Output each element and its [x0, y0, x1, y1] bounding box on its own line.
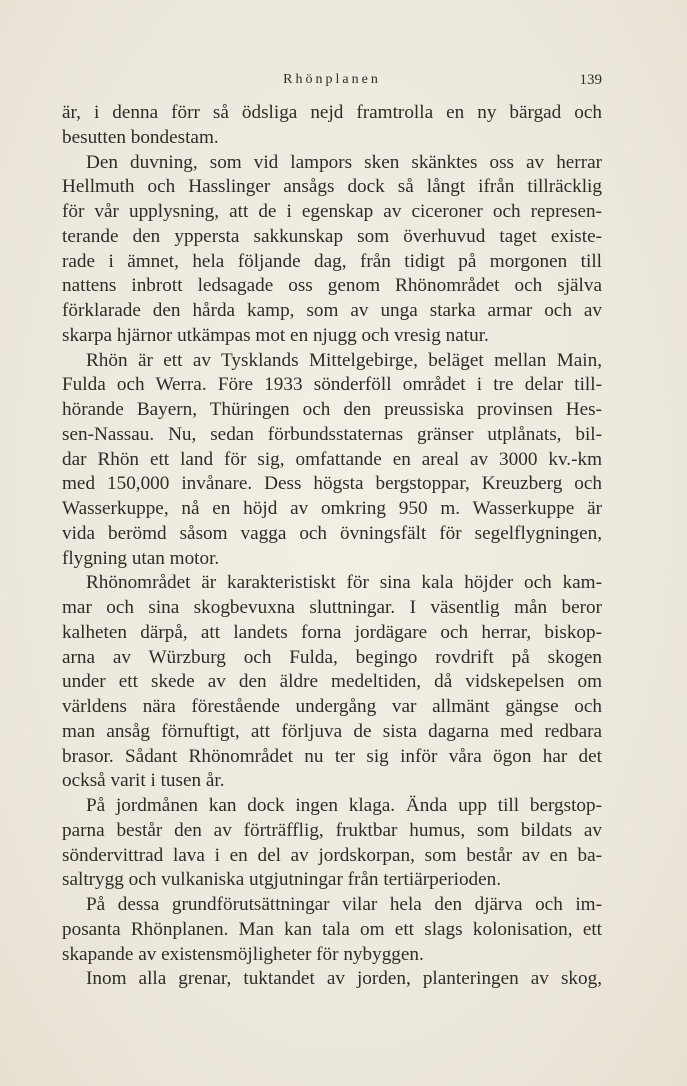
- body-text: [62, 101, 602, 992]
- text-line: med 150,000 invånare. Dess högsta bergstoppar, Kreuzberg och: [62, 473, 602, 495]
- text-line: dar Rhön ett land för sig, omfattande en areal av 3000 kv.-km: [62, 448, 602, 470]
- text-line: hörande Bayern, Thüringen och den preussiska provinsen Hes-: [62, 399, 602, 420]
- text-line: brasor. Sådant Rhönområdet nu ter sig inför våra ögon har det: [62, 745, 602, 767]
- text-line: Fulda och Werra. Före 1933 sönderföll området i tre delar till-: [62, 374, 602, 396]
- text-line: terande den yppersta sakkunskap som överhuvud taget existe-: [62, 225, 602, 247]
- text-line: arna av Würzburg och Fulda, begingo rovdrift på skogen: [62, 646, 602, 668]
- text-line: skarpa hjärnor utkämpas mot en njugg och vresig natur.: [62, 324, 489, 346]
- text-line: Wasserkuppe, nå en höjd av omkring 950 m. Wasserkuppe är: [62, 498, 602, 519]
- text-line: Rhön är ett av Tysklands Mittelgebirge, beläget mellan Main,: [86, 349, 602, 371]
- text-line: vida berömd såsom vagga och övningsfält för segelflygningen,: [62, 522, 602, 544]
- text-line: under ett skede av den äldre medeltiden, då vidskepelsen om: [62, 671, 602, 693]
- text-line: Inom alla grenar, tuktandet av jorden, planteringen av skog,: [86, 968, 602, 990]
- text-line: för vår upplysning, att de i egenskap av ciceroner och represen-: [62, 201, 602, 222]
- text-line: mar och sina skogbevuxna sluttningar. I väsentlig mån beror: [62, 597, 602, 618]
- text-line: kalheten därpå, att landets forna jordägare och herrar, biskop-: [62, 621, 602, 643]
- text-line: Rhönområdet är karakteristiskt för sina kala höjder och kam-: [86, 572, 602, 594]
- page-header: [62, 70, 602, 92]
- text-line: På jordmånen kan dock ingen klaga. Ända upp till bergstop-: [86, 795, 602, 816]
- page-number: 139: [579, 72, 602, 88]
- text-line: På dessa grundförutsättningar vilar hela den djärva och im-: [86, 894, 602, 915]
- text-line: Hellmuth och Hasslinger ansågs dock så långt ifrån tillräcklig: [62, 176, 602, 198]
- text-line: också varit i tusen år.: [62, 770, 225, 792]
- text-line: förklarade den hårda kamp, som av unga starka armar och av: [62, 300, 602, 321]
- text-line: nattens inbrott ledsagade oss genom Rhönområdet och själva: [62, 275, 602, 297]
- text-line: rade i ämnet, hela följande dag, från tidigt på morgonen till: [62, 250, 602, 272]
- text-line: Den duvning, som vid lampors sken skänktes oss av herrar: [86, 151, 602, 173]
- text-line: världens nära förestående undergång var allmänt gängse och: [62, 696, 602, 717]
- text-line: flygning utan motor.: [62, 547, 220, 569]
- text-line: man ansåg förnuftigt, att förljuva de sista dagarna med redbara: [62, 720, 602, 742]
- text-line: skapande av existensmöjligheter för nybyggen.: [62, 943, 424, 965]
- text-line: saltrygg och vulkaniska utgjutningar från tertiärperioden.: [62, 869, 502, 891]
- text-line: är, i denna förr så ödsliga nejd framtrolla en ny bärgad och: [62, 102, 602, 123]
- text-line: posanta Rhönplanen. Man kan tala om ett slags kolonisation, ett: [62, 918, 602, 940]
- text-line: parna består den av förträfflig, fruktbar humus, som bildats av: [62, 819, 602, 841]
- text-line: sen-Nassau. Nu, sedan förbundsstaternas gränser utplånats, bil-: [62, 423, 602, 445]
- running-head: Rhönplanen: [283, 72, 381, 87]
- text-line: söndervittrad lava i en del av jordskorpan, som består av en ba-: [62, 844, 602, 866]
- text-line: besutten bondestam.: [62, 126, 219, 148]
